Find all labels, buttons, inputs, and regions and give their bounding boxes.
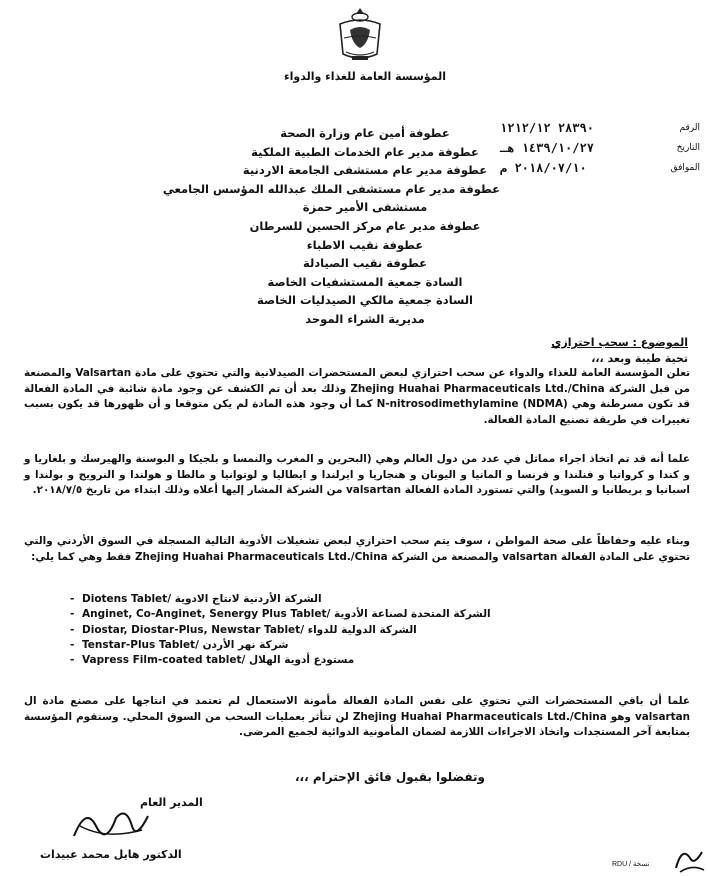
recipient: السادة جمعية المستشفيات الخاصة [267, 274, 463, 289]
product-item: - Diostar, Diostar-Plus, Newstar Tablet / الشركة الدولية للدواء [70, 623, 590, 638]
recipients-list [162, 124, 500, 329]
date-greg-value: ٢٠١٨/٠٧/١٠ م [500, 161, 587, 175]
jordan-coat-of-arms-icon [330, 4, 390, 64]
product-company: / الشركة الأردنية لانتاج الادوية [167, 593, 322, 605]
recipient: عطوفة أمين عام وزارة الصحة [280, 126, 450, 140]
recipient: عطوفة نقيب الاطباء [306, 237, 424, 252]
product-name: Diotens Tablet [82, 593, 168, 605]
product-item: - Diotens Tablet / الشركة الأردنية لانتاج الادوية [70, 592, 590, 607]
product-item: - Vapress Film-coated tablet / مستودع أدوية الهلال [70, 653, 590, 668]
signer-name: الدكتور هايل محمد عبيدات [40, 848, 182, 861]
recipient: مستشفى الأمير حمزة [302, 200, 428, 215]
handwritten-initials-icon [672, 842, 708, 876]
signer-title: المدير العام [140, 796, 203, 809]
subject-line: الموضوع : سحب احترازي [551, 336, 688, 349]
recipient: عطوفة مدير عام مستشفى الجامعة الاردنية [242, 163, 488, 178]
product-company: / الشركة المتحدة لصناعة الأدوية [326, 608, 491, 621]
recipient: مديرية الشراء الموحد [305, 311, 425, 326]
footer-code: RDU / نسخة [612, 861, 650, 868]
product-name: Diostar, Diostar-Plus, Newstar Tablet [82, 623, 301, 636]
handwritten-signature-icon [66, 796, 156, 846]
date-greg-label: الموافق [670, 163, 700, 173]
paragraph-recall-announcement: تعلن المؤسسة العامة للغذاء والدواء عن سحب احترازي لبعض المستحضرات الصيدلانية والتي تحتوي على مادة Valsartan والمصنعة من قبل الشركة Zhejing Huahai Pharmaceuticals Ltd./China وذلك بعد أن تم الكشف عن وجود مادة شائبة في المادة الفعالة قد تكون مسرطنة وهي N-nitrosodimethylamine (NDMA) كما أن وجود هذه المادة لم يكن متوقعا و أن ظهورها قد يكون بسبب تغييرات في طريقة تصنيع المادة الفعالة. [24, 367, 691, 426]
organization-name: المؤسسة العامة للغذاء والدواء [284, 70, 446, 83]
greeting: تحية طيبة وبعد ،،، [591, 352, 688, 365]
paragraph-other-products: علما أن باقي المستحضرات التي تحتوي على نفس المادة الفعالة مأمونة الاستعمال لم تعتمد في انتاجها على مصنع مادة ال valsartan وهو Zhejing Huahai Pharmaceuticals Ltd./China لن تتأثر بعمليات السحب من السوق المحلي. وستقوم المؤسسة بمتابعة آخر المستجدات واتخاذ الاجراءات اللازمة لضمان المأمونية الدوائية لجميع المرضى. [24, 695, 690, 739]
reference-block [500, 118, 700, 178]
paragraph-other-countries: علما أنه قد تم اتخاذ اجراء مماثل في عدد من دول العالم وهي (البحرين و المغرب والنمسا و بلجيكا و البوسنة والهيرسك و بلغاريا و و كندا و كرواتيا و فنلندا و فرنسا و المانيا و اليونان و هنجاريا و ايرلندا و ايطاليا و لوتوانيا و مالطا و هولندا و النرويج و بولندا و اسبانيا و بريطانيا و السويد) والتي تستورد المادة الفعالة valsartan من الشركة المشار إليها أعلاه وذلك ابتداء من تاريخ ٢٠١٨/٧/٥. [24, 453, 690, 497]
recipient: عطوفة مدير عام مستشفى الملك عبدالله المؤسس الجامعي [162, 181, 500, 196]
product-company: / الشركة الدولية للدواء [300, 623, 417, 636]
recipient: عطوفة مدير عام مركز الحسين للسرطان [249, 218, 481, 233]
paragraph-local-recall: وبناء عليه وحفاظاً على صحة المواطن ، سوف يتم سحب احترازي لبعض تشغيلات الأدوية التالية المسجلة في السوق الأردني والتي تحتوي على المادة الفعالة valsartan والمصنعة من الشركة Zhejing Huahai Pharmaceuticals Ltd./China فقط وهي كما يلي: [24, 535, 690, 563]
product-company: / مستودع أدوية الهلال [241, 654, 355, 667]
product-item: - Tenstar-Plus Tablet / شركة نهر الأردن [70, 638, 590, 653]
recipient: السادة جمعية مالكي الصيدليات الخاصة [257, 293, 473, 308]
date-hijri-value: ١٤٣٩/١٠/٢٧ هـ [500, 141, 594, 155]
closing-line: وتفضلوا بقبول فائق الإحترام ،،، [295, 770, 485, 784]
recipient: عطوفة نقيب الصيادلة [302, 256, 428, 271]
product-name: Anginet, Co-Anginet, Senergy Plus Tablet [82, 608, 327, 621]
product-item: - Anginet, Co-Anginet, Senergy Plus Tablet / الشركة المتحدة لصناعة الأدوية [70, 607, 590, 622]
ref-label: الرقم [679, 123, 700, 133]
product-name: Vapress Film-coated tablet [82, 654, 242, 667]
products-list [70, 592, 590, 668]
date-hijri-label: التاريخ [676, 143, 700, 153]
product-name: Tenstar-Plus Tablet [82, 638, 196, 651]
recipient: عطوفة مدير عام الخدمات الطبية الملكية [251, 144, 479, 159]
product-company: / شركة نهر الأردن [195, 638, 289, 651]
ref-value: ٢٨٣٩٠ ١٢١٢/١٢ [500, 121, 594, 135]
